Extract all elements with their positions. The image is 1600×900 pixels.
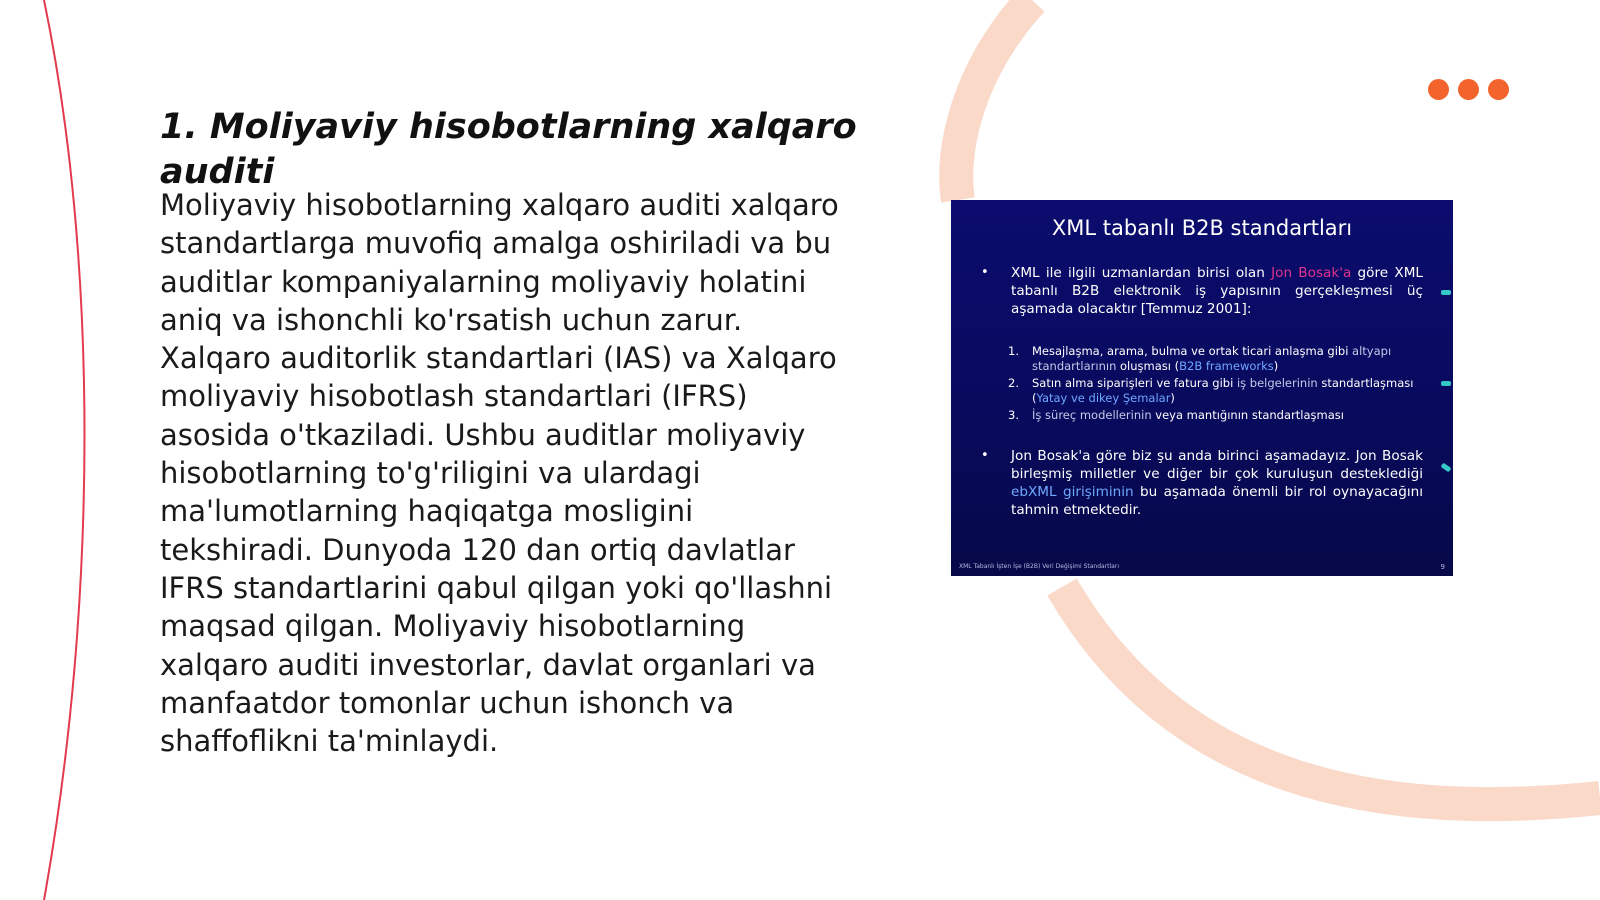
list-text: oluşması ( [1116, 358, 1180, 373]
slide-title: 1. Moliyaviy hisobotlarning xalqaro auditi [160, 107, 857, 192]
edge-marker-icon [1440, 463, 1451, 473]
bullet-2-highlight: ebXML girişiminin [1011, 484, 1134, 500]
embedded-bullet-1 [1011, 264, 1423, 318]
embedded-bullet-2 [1011, 447, 1423, 519]
embedded-slide-image [951, 200, 1453, 576]
list-text-gray: İş süreç modellerinin [1032, 408, 1152, 422]
embedded-numbered-list [1008, 344, 1425, 426]
edge-marker-icon [1441, 381, 1451, 386]
list-text-blue: Yatay ve dikey Şemalar [1036, 390, 1171, 405]
dot-icon [1428, 79, 1449, 100]
embedded-title: XML tabanlı B2B standartları [1051, 216, 1353, 240]
bullet-2-text-end: bu aşamada önemli bir rol oynayacağını tahmin etmektedir. [1011, 484, 1423, 518]
list-text-gray: iş belgelerinin [1236, 376, 1318, 390]
bullet-icon: • [981, 448, 989, 463]
list-item [1008, 344, 1425, 373]
list-text: ) [1170, 390, 1175, 405]
list-text: Satın alma siparişleri ve fatura gibi [1032, 376, 1237, 390]
edge-marker-icon [1441, 290, 1451, 295]
list-text: standartlaşması ( [1032, 376, 1414, 405]
list-text: ) [1273, 358, 1279, 373]
bullet-icon: • [981, 265, 989, 280]
bullet-1-highlight: Jon Bosak'a [1271, 265, 1352, 281]
list-text-blue: B2B frameworks [1179, 358, 1274, 373]
list-text: Mesajlaşma, arama, bulma ve ortak ticari anlaşma gibi [1032, 344, 1353, 358]
bullet-1-text: XML ile ilgili uzmanlardan birisi olan [1011, 265, 1272, 281]
list-item [1008, 376, 1425, 405]
dot-icon [1488, 79, 1509, 100]
dot-icon [1458, 79, 1479, 100]
embedded-footer: XML Tabanlı İşten İşe (B2B) Veri Değişimi Standartları [959, 563, 1119, 570]
bullet-2-text: Jon Bosak'a göre biz şu anda birinci aşamadayız. Jon Bosak birleşmiş milletler ve diğer bir çok kuruluşun desteklediği [1011, 448, 1423, 482]
bullet-1-text-end: göre XML tabanlı B2B elektronik iş yapısının gerçekleşmesi üç aşamada olacaktır [Temmuz 2001]: [1011, 265, 1424, 317]
list-number: 1. [1008, 344, 1019, 358]
list-text-gray: altyapı standartlarının [1032, 344, 1392, 373]
list-text: veya mantığının standartlaşması [1151, 408, 1344, 422]
list-item [1008, 408, 1425, 423]
list-number: 3. [1008, 408, 1019, 422]
decorative-dots [1428, 79, 1509, 100]
slide-body-text: Moliyaviy hisobotlarning xalqaro auditi xalqaro standartlarga muvofiq amalga oshiriladi va bu auditlar kompaniyalarning moliyaviy holatini aniq va ishonchli ko'rsatish uchun zarur. Xalqaro auditorlik standartlari (IAS) va Xalqaro moliyaviy hisobotlash standartlari (IFRS) asosida o'tkaziladi. Ushbu auditlar moliyaviy hisobotlarning to'g'riligini va ulardagi ma'lumotlarning haqiqatga mosligini tekshiradi. Dunyoda 120 dan ortiq davlatlar IFRS standartlarini qabul qilgan yoki qo'llashni maqsad qilgan. Moliyaviy hisobotlarning xalqaro auditi investorlar, davlat organlari va manfaatdor tomonlar uchun ishonch va shaffoflikni ta'minlaydi. [160, 188, 839, 759]
left-red-curve [44, 0, 85, 900]
embedded-page-number: 9 [1440, 563, 1445, 571]
list-number: 2. [1008, 376, 1019, 390]
